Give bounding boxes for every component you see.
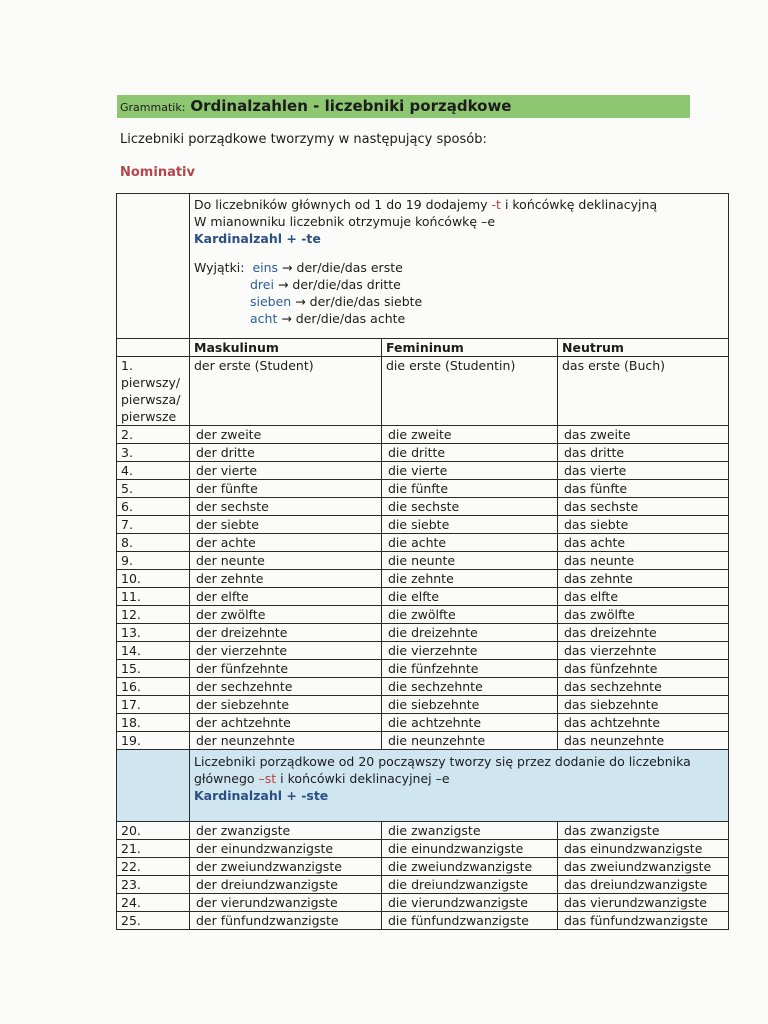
masc-cell: der dreizehnte xyxy=(190,624,382,642)
table-row xyxy=(117,357,729,426)
fem-cell: die vierte xyxy=(382,462,558,480)
fem-cell: die erste (Studentin) xyxy=(382,357,558,426)
masc-cell: der fünfte xyxy=(190,480,382,498)
row-number: 10. xyxy=(117,570,190,588)
column-header-masc: Maskulinum xyxy=(190,339,382,357)
masc-cell: der sechzehnte xyxy=(190,678,382,696)
fem-cell: die dreizehnte xyxy=(382,624,558,642)
table-row xyxy=(117,516,729,534)
masc-cell: der fünfzehnte xyxy=(190,660,382,678)
header-bar xyxy=(117,95,690,118)
masc-cell: der zehnte xyxy=(190,570,382,588)
table-row xyxy=(117,534,729,552)
fem-cell: die siebzehnte xyxy=(382,696,558,714)
table-row xyxy=(117,876,729,894)
rule2-number-cell xyxy=(117,750,190,822)
neut-cell: das vierundzwanzigste xyxy=(558,894,729,912)
fem-cell: die zweite xyxy=(382,426,558,444)
row-number: 24. xyxy=(117,894,190,912)
exception-line-1: Wyjątki: eins → der/die/das erste xyxy=(194,260,403,275)
suffix-st: –st xyxy=(258,771,277,786)
rule-row-2 xyxy=(117,750,729,822)
masc-cell: der zweite xyxy=(190,426,382,444)
fem-cell: die fünfundzwanzigste xyxy=(382,912,558,930)
exception-line-2: drei → der/die/das dritte xyxy=(250,277,401,292)
rule-line-2: W mianowniku liczebnik otrzymuje końcówkę –e xyxy=(194,214,496,229)
rule-line-1: Do liczebników głównych od 1 do 19 dodajemy -t i końcówkę deklinacyjną xyxy=(194,197,658,212)
column-header-empty xyxy=(117,339,190,357)
masc-cell: der zweiundzwanzigste xyxy=(190,858,382,876)
fem-cell: die dreiundzwanzigste xyxy=(382,876,558,894)
table-row xyxy=(117,570,729,588)
row-number: 23. xyxy=(117,876,190,894)
table-row xyxy=(117,894,729,912)
masc-cell: der elfte xyxy=(190,588,382,606)
neut-cell: das fünfte xyxy=(558,480,729,498)
fem-cell: die neunte xyxy=(382,552,558,570)
masc-cell: der achtzehnte xyxy=(190,714,382,732)
neut-cell: das dreizehnte xyxy=(558,624,729,642)
masc-cell: der siebzehnte xyxy=(190,696,382,714)
row-number: 16. xyxy=(117,678,190,696)
table-row xyxy=(117,912,729,930)
fem-cell: die dritte xyxy=(382,444,558,462)
fem-cell: die neunzehnte xyxy=(382,732,558,750)
masc-cell: der vierundzwanzigste xyxy=(190,894,382,912)
neut-cell: das fünfzehnte xyxy=(558,660,729,678)
row-number: 12. xyxy=(117,606,190,624)
fem-cell: die zehnte xyxy=(382,570,558,588)
masc-cell: der einundzwanzigste xyxy=(190,840,382,858)
masc-cell: der zwanzigste xyxy=(190,822,382,840)
row-number: 19. xyxy=(117,732,190,750)
column-header-row xyxy=(117,339,729,357)
table-row xyxy=(117,822,729,840)
row-number: 4. xyxy=(117,462,190,480)
table-row xyxy=(117,480,729,498)
rule-cell xyxy=(190,194,729,339)
neut-cell: das elfte xyxy=(558,588,729,606)
table-row xyxy=(117,858,729,876)
neut-cell: das neunzehnte xyxy=(558,732,729,750)
fem-cell: die zweiundzwanzigste xyxy=(382,858,558,876)
suffix-t: -t xyxy=(491,197,501,212)
neut-cell: das sechste xyxy=(558,498,729,516)
masc-cell: der dreiundzwanzigste xyxy=(190,876,382,894)
table-row xyxy=(117,552,729,570)
fem-cell: die einundzwanzigste xyxy=(382,840,558,858)
masc-cell: der vierte xyxy=(190,462,382,480)
table-row xyxy=(117,588,729,606)
table-row xyxy=(117,498,729,516)
row-number: 18. xyxy=(117,714,190,732)
neut-cell: das zweiundzwanzigste xyxy=(558,858,729,876)
arrow-icon: → xyxy=(277,277,289,292)
row-number: 8. xyxy=(117,534,190,552)
intro-text: Liczebniki porządkowe tworzymy w następujący sposób: xyxy=(120,132,487,147)
table-row xyxy=(117,444,729,462)
row-number: 11. xyxy=(117,588,190,606)
neut-cell: das siebte xyxy=(558,516,729,534)
fem-cell: die vierzehnte xyxy=(382,642,558,660)
header-label: Grammatik: xyxy=(120,101,186,114)
row-number: 3. xyxy=(117,444,190,462)
row-number: 7. xyxy=(117,516,190,534)
fem-cell: die achtzehnte xyxy=(382,714,558,732)
neut-cell: das vierte xyxy=(558,462,729,480)
table-row xyxy=(117,462,729,480)
table-row xyxy=(117,642,729,660)
rule-number-cell xyxy=(117,194,190,339)
fem-cell: die elfte xyxy=(382,588,558,606)
row-number: 15. xyxy=(117,660,190,678)
table-row xyxy=(117,624,729,642)
neut-cell: das achtzehnte xyxy=(558,714,729,732)
row-number: 17. xyxy=(117,696,190,714)
rule-formula: Kardinalzahl + -te xyxy=(194,231,321,246)
rule2-line-1: Liczebniki porządkowe od 20 począwszy tworzy się przez dodanie do liczebnika xyxy=(194,754,691,769)
masc-cell: der neunzehnte xyxy=(190,732,382,750)
row-number: 22. xyxy=(117,858,190,876)
neut-cell: das vierzehnte xyxy=(558,642,729,660)
neut-cell: das achte xyxy=(558,534,729,552)
arrow-icon: → xyxy=(282,260,293,275)
row-number: 25. xyxy=(117,912,190,930)
rule-row xyxy=(117,194,729,339)
table-row xyxy=(117,840,729,858)
neut-cell: das fünfundzwanzigste xyxy=(558,912,729,930)
table-row xyxy=(117,678,729,696)
masc-cell: der fünfundzwanzigste xyxy=(190,912,382,930)
fem-cell: die fünfte xyxy=(382,480,558,498)
table-row xyxy=(117,660,729,678)
rule2-line-2: głównego –st i końcówki deklinacyjnej –e xyxy=(194,771,450,786)
neut-cell: das zehnte xyxy=(558,570,729,588)
arrow-icon: → xyxy=(295,294,306,309)
table-row xyxy=(117,696,729,714)
column-header-neut: Neutrum xyxy=(558,339,729,357)
row-number: 6. xyxy=(117,498,190,516)
neut-cell: das sechzehnte xyxy=(558,678,729,696)
fem-cell: die vierundzwanzigste xyxy=(382,894,558,912)
arrow-icon: → xyxy=(281,311,292,326)
exception-line-4: acht → der/die/das achte xyxy=(250,311,406,326)
fem-cell: die sechste xyxy=(382,498,558,516)
fem-cell: die achte xyxy=(382,534,558,552)
row-number: 2. xyxy=(117,426,190,444)
exception-line-3: sieben → der/die/das siebte xyxy=(250,294,423,309)
ordinal-table xyxy=(116,193,729,930)
neut-cell: das erste (Buch) xyxy=(558,357,729,426)
masc-cell: der erste (Student) xyxy=(190,357,382,426)
fem-cell: die zwölfte xyxy=(382,606,558,624)
rule2-formula: Kardinalzahl + -ste xyxy=(194,788,329,803)
neut-cell: das zweite xyxy=(558,426,729,444)
row-number: 5. xyxy=(117,480,190,498)
neut-cell: das einundzwanzigste xyxy=(558,840,729,858)
neut-cell: das neunte xyxy=(558,552,729,570)
masc-cell: der neunte xyxy=(190,552,382,570)
masc-cell: der zwölfte xyxy=(190,606,382,624)
neut-cell: das zwanzigste xyxy=(558,822,729,840)
row-number: 1. pierwszy/ pierwsza/ pierwsze xyxy=(117,357,190,426)
table-row xyxy=(117,606,729,624)
table-row xyxy=(117,426,729,444)
masc-cell: der sechste xyxy=(190,498,382,516)
page-title: Ordinalzahlen - liczebniki porządkowe xyxy=(190,97,512,115)
masc-cell: der vierzehnte xyxy=(190,642,382,660)
row-number: 21. xyxy=(117,840,190,858)
fem-cell: die siebte xyxy=(382,516,558,534)
rule2-cell xyxy=(190,750,729,822)
neut-cell: das zwölfte xyxy=(558,606,729,624)
column-header-fem: Femininum xyxy=(382,339,558,357)
masc-cell: der siebte xyxy=(190,516,382,534)
table-row xyxy=(117,714,729,732)
fem-cell: die sechzehnte xyxy=(382,678,558,696)
neut-cell: das dritte xyxy=(558,444,729,462)
masc-cell: der dritte xyxy=(190,444,382,462)
row-number: 20. xyxy=(117,822,190,840)
row-number: 9. xyxy=(117,552,190,570)
table-row xyxy=(117,732,729,750)
masc-cell: der achte xyxy=(190,534,382,552)
fem-cell: die fünfzehnte xyxy=(382,660,558,678)
fem-cell: die zwanzigste xyxy=(382,822,558,840)
neut-cell: das siebzehnte xyxy=(558,696,729,714)
neut-cell: das dreiundzwanzigste xyxy=(558,876,729,894)
case-heading: Nominativ xyxy=(120,165,195,180)
row-number: 14. xyxy=(117,642,190,660)
row-number: 13. xyxy=(117,624,190,642)
